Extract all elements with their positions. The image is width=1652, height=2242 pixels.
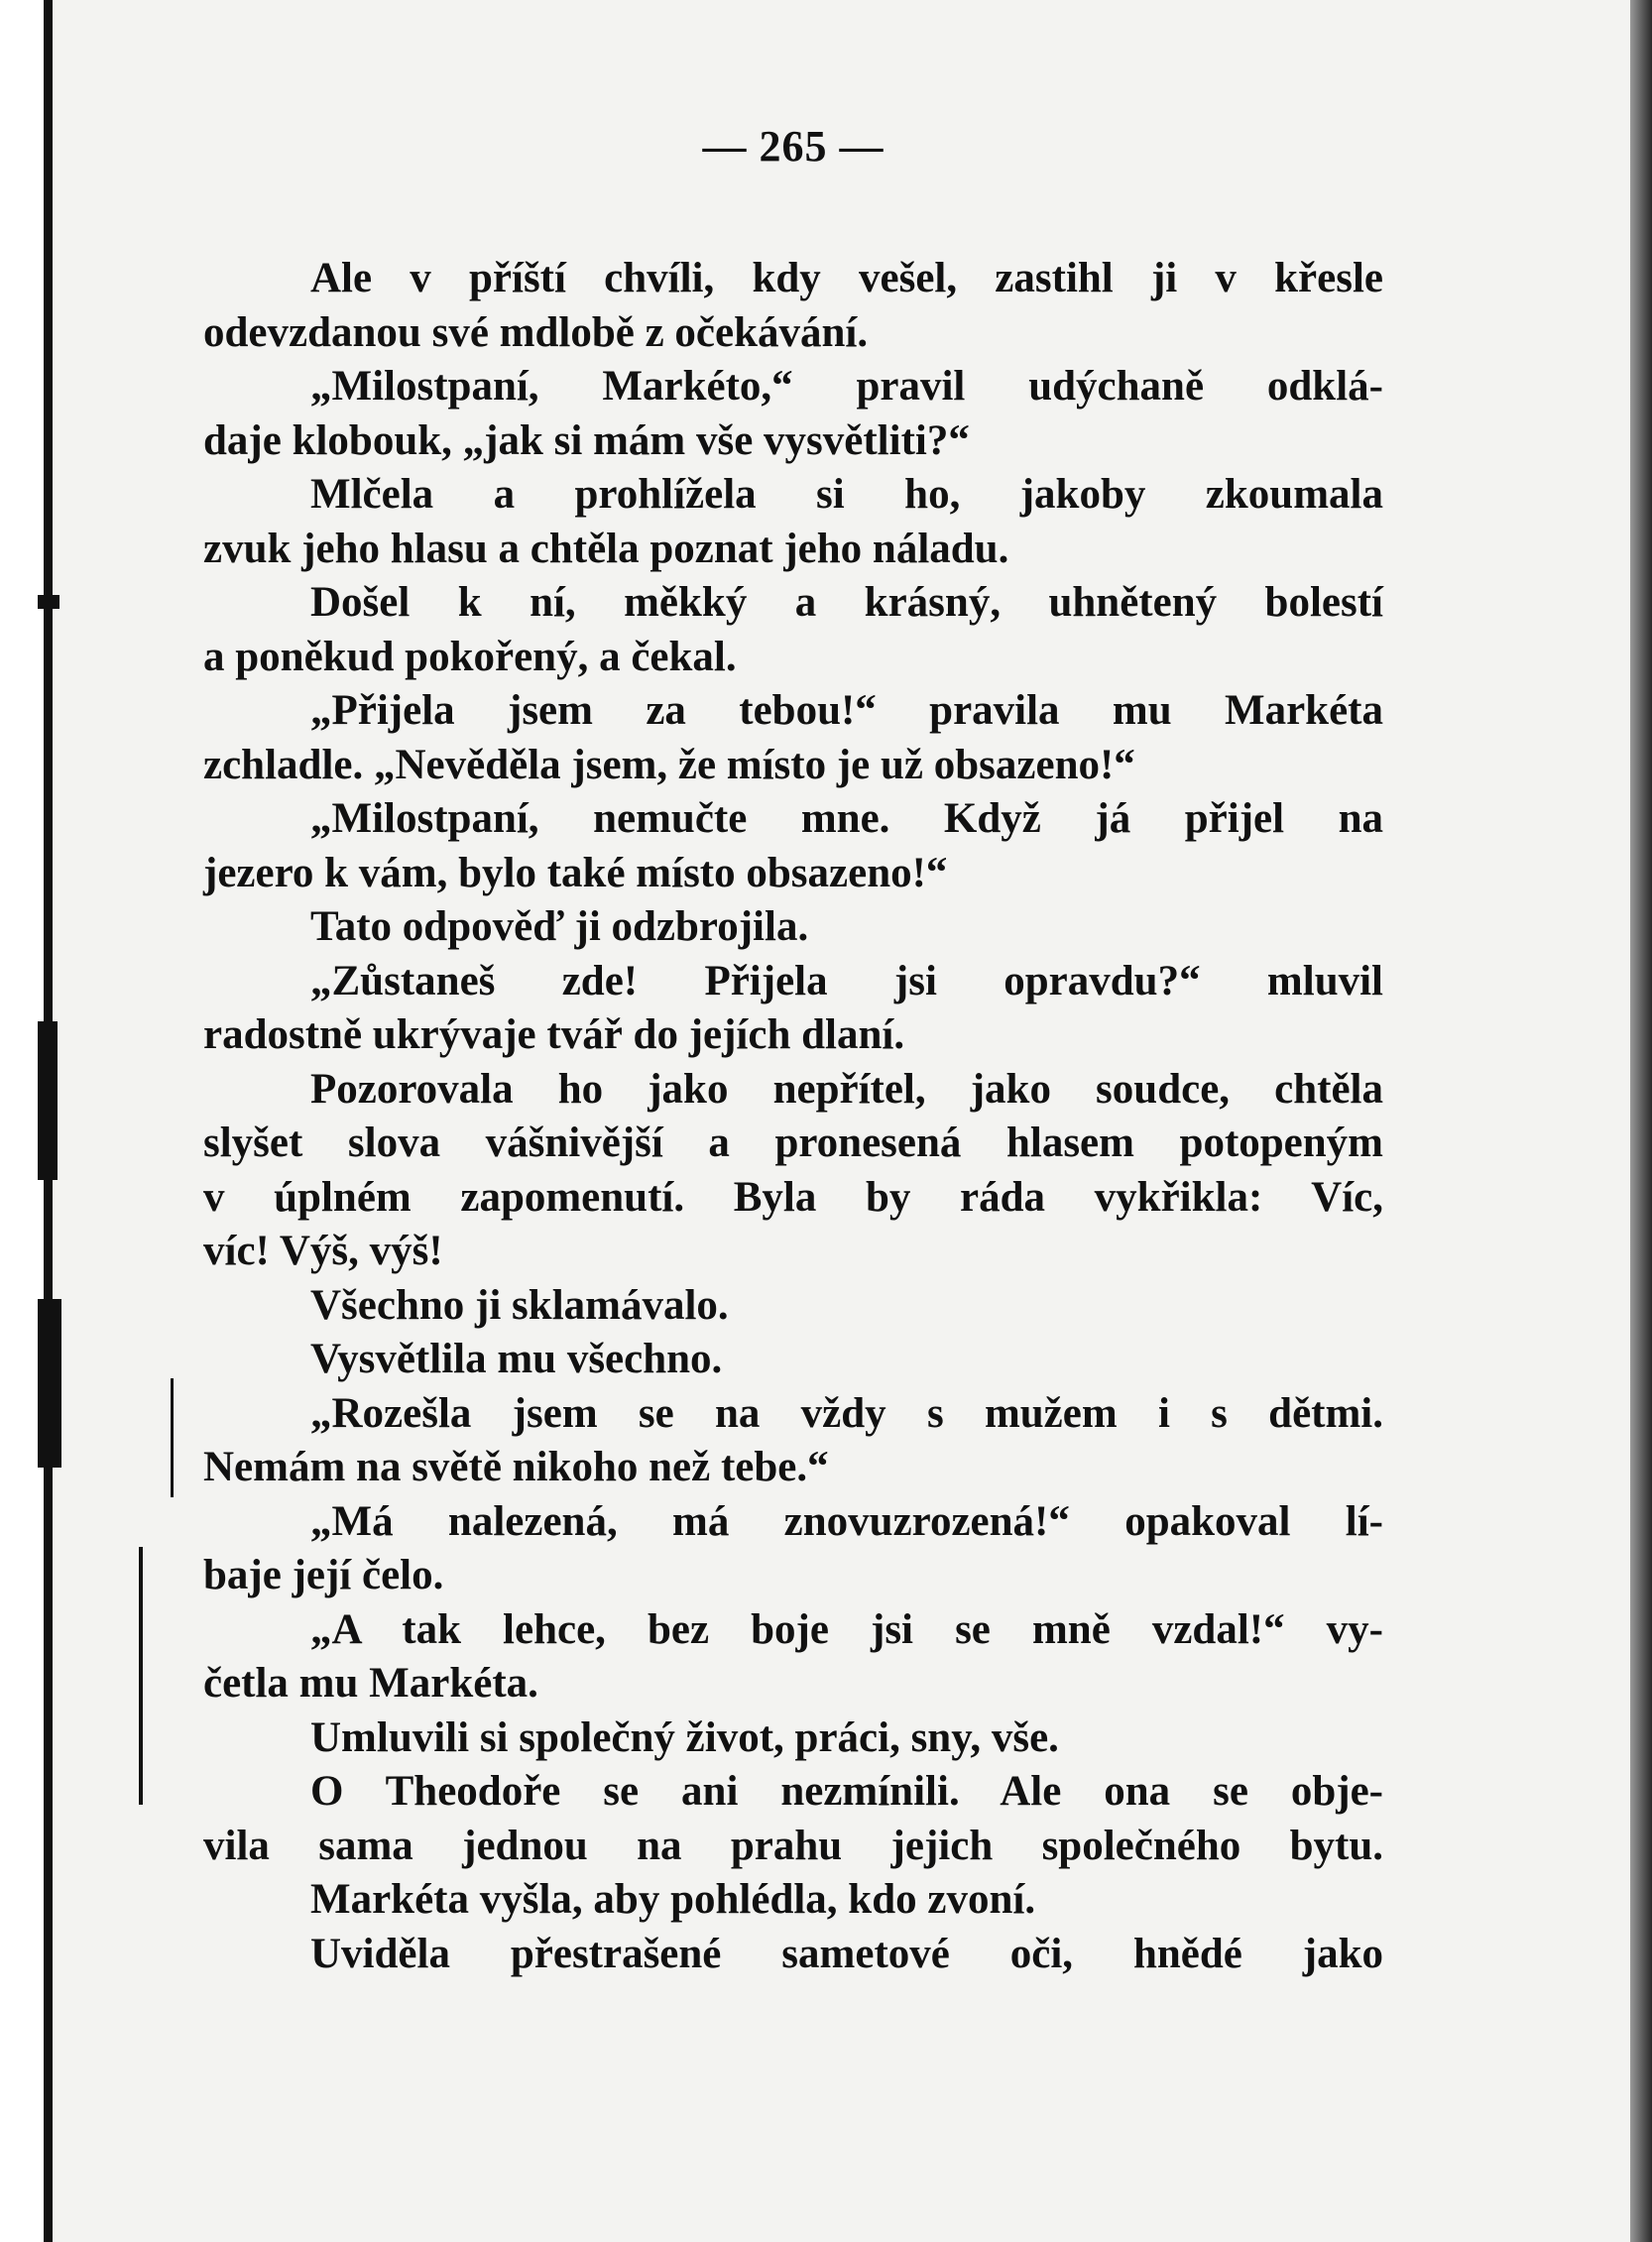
text-line: Pozorovala ho jako nepřítel, jako soudce, chtěla [310,1065,1383,1113]
text-line: Všechno ji sklamávalo. [310,1281,729,1329]
text-line: Mlčela a prohlížela si ho, jakoby zkoumala [310,471,1383,518]
text-line: vila sama jednou na prahu jejich společného bytu. [203,1822,1383,1869]
binding-mark [38,595,59,609]
text-line: „A tak lehce, bez boje jsi se mně vzdal!“ vy- [310,1605,1383,1653]
text-line: „Rozešla jsem se na vždy s mužem i s dětmi. [310,1389,1383,1437]
text-line: Ale v příští chvíli, kdy vešel, zastihl ji v křesle [310,255,1383,301]
text-line: v úplném zapomenutí. Byla by ráda vykřikla: Víc, [203,1173,1383,1221]
text-block [203,119,1383,1981]
text-line: „Má nalezená, má znovuzrozená!“ opakoval lí- [310,1497,1383,1545]
text-line: daje klobouk, „jak si mám vše vysvětliti?“ [203,416,970,464]
text-line: baje její čelo. [203,1552,444,1598]
page-edge-shadow [1630,0,1652,2242]
text-line: O Theodoře se ani nezmínili. Ale ona se obje- [310,1768,1383,1815]
text-line: „Zůstaneš zde! Přijela jsi opravdu?“ mluvil [310,957,1383,1004]
binding-mark [139,1547,143,1805]
paragraph-lines [203,252,1383,1981]
text-line: zvuk jeho hlasu a chtěla poznat jeho náladu. [203,525,1009,572]
text-line: zchladle. „Nevěděla jsem, že místo je už obsazeno!“ [203,741,1135,788]
text-line: „Přijela jsem za tebou!“ pravila mu Markéta [310,687,1383,734]
binding-mark [38,1299,61,1468]
text-line: Umluvili si společný život, práci, sny, vše. [310,1713,1059,1761]
text-line: jezero k vám, bylo také místo obsazeno!“ [203,849,948,896]
binding-mark [38,1021,58,1180]
text-line: radostně ukrývaje tvář do jejích dlaní. [203,1011,905,1058]
binding-mark [171,1378,174,1497]
text-line: Vysvětlila mu všechno. [310,1336,723,1382]
text-line: víc! Výš, výš! [203,1228,443,1274]
text-line: četla mu Markéta. [203,1660,538,1707]
text-line: „Milostpaní, Markéto,“ pravil udýchaně odklá- [310,363,1383,410]
text-line: Tato odpověď ji odzbrojila. [310,903,809,950]
text-line: Nemám na světě nikoho než tebe.“ [203,1444,829,1490]
text-line: Markéta vyšla, aby pohlédla, kdo zvoní. [310,1876,1036,1923]
text-line: „Milostpaní, nemučte mne. Když já přijel na [310,795,1383,842]
text-line: odevzdanou své mdlobě z očekávání. [203,308,869,356]
page-number: — 265 — [702,122,885,171]
text-line: a poněkud pokořený, a čekal. [203,633,737,680]
text-line: slyšet slova vášnivější a pronesená hlasem potopeným [203,1120,1383,1166]
text-line: Došel k ní, měkký a krásný, uhnětený bolestí [310,579,1383,626]
text-line: Uviděla přestrašené sametové oči, hnědé jako [310,1930,1383,1977]
